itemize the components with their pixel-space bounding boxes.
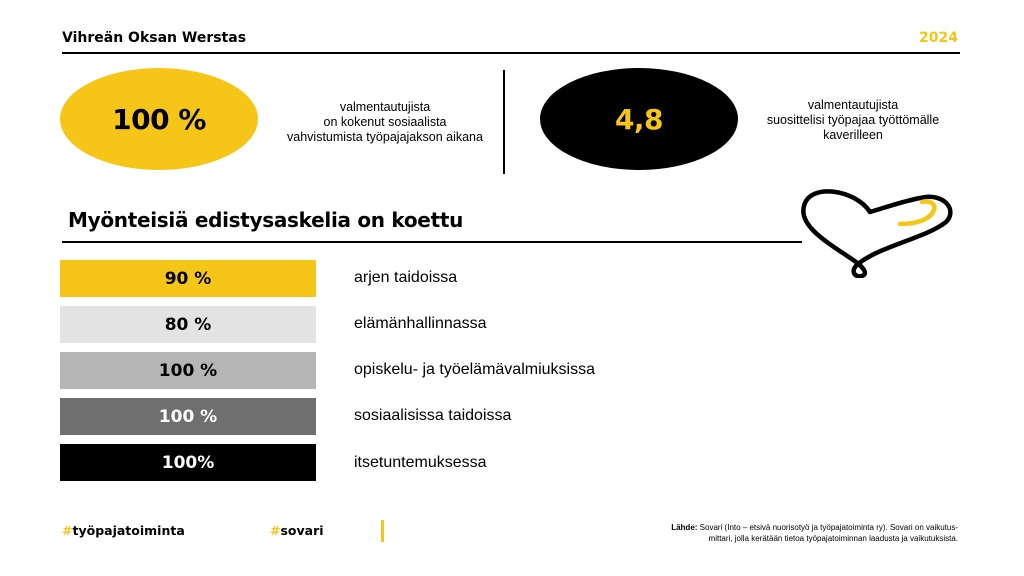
stat-description-line: valmentautujista <box>807 98 899 112</box>
stat-description-line: kaverilleen <box>823 128 883 142</box>
year-label: 2024 <box>919 30 958 46</box>
progress-bar-value: 80 % <box>60 306 316 343</box>
section-title: Myönteisiä edistysaskelia on koettu <box>68 208 464 232</box>
stat-oval-recommend: 4,8 <box>540 68 738 170</box>
hashtag-tyopajatoiminta <box>62 523 185 538</box>
stat-description-line: suosittelisi työpajaa työttömälle <box>766 113 940 127</box>
progress-bar-label: itsetuntemuksessa <box>354 454 487 471</box>
source-label: Lähde: <box>671 523 698 532</box>
section-divider <box>62 241 802 243</box>
progress-bar-label: elämänhallinnassa <box>354 315 487 332</box>
progress-bar-value: 100% <box>60 444 316 481</box>
source-line: mittari, jolla kerätään tietoa työpajatoiminnan laadusta ja vaikutuksista. <box>708 534 958 543</box>
progress-bar-value: 90 % <box>60 260 316 297</box>
progress-bar-value: 100 % <box>60 398 316 435</box>
stat-description-recommend <box>748 98 958 143</box>
progress-bar-label: sosiaalisissa taidoissa <box>354 407 512 424</box>
stats-divider <box>503 70 505 174</box>
footer-accent-bar <box>381 520 384 542</box>
source-line: Sovari (Into – etsivä nuorisotyö ja työpajatoiminta ry). Sovari on vaikutus- <box>697 523 958 532</box>
source-note <box>600 522 958 544</box>
org-title: Vihreän Oksan Werstas <box>62 30 247 46</box>
stat-oval-social: 100 % <box>60 68 258 170</box>
stat-description-line: vahvistumista työpajajakson aikana <box>287 130 483 144</box>
header-divider <box>62 52 960 54</box>
hashtag-text: sovari <box>280 523 324 538</box>
hashtag-symbol: # <box>270 523 281 538</box>
heart-doodle-icon <box>798 184 954 278</box>
progress-bar-value: 100 % <box>60 352 316 389</box>
stat-description-social <box>270 100 500 145</box>
hashtag-sovari <box>270 523 324 538</box>
hashtag-symbol: # <box>62 523 73 538</box>
progress-bar-label: opiskelu- ja työelämävalmiuksissa <box>354 361 595 378</box>
progress-bar-label: arjen taidoissa <box>354 269 458 286</box>
stat-description-line: valmentautujista <box>339 100 431 114</box>
stat-description-line: on kokenut sosiaalista <box>323 115 447 129</box>
hashtag-text: työpajatoiminta <box>72 523 185 538</box>
